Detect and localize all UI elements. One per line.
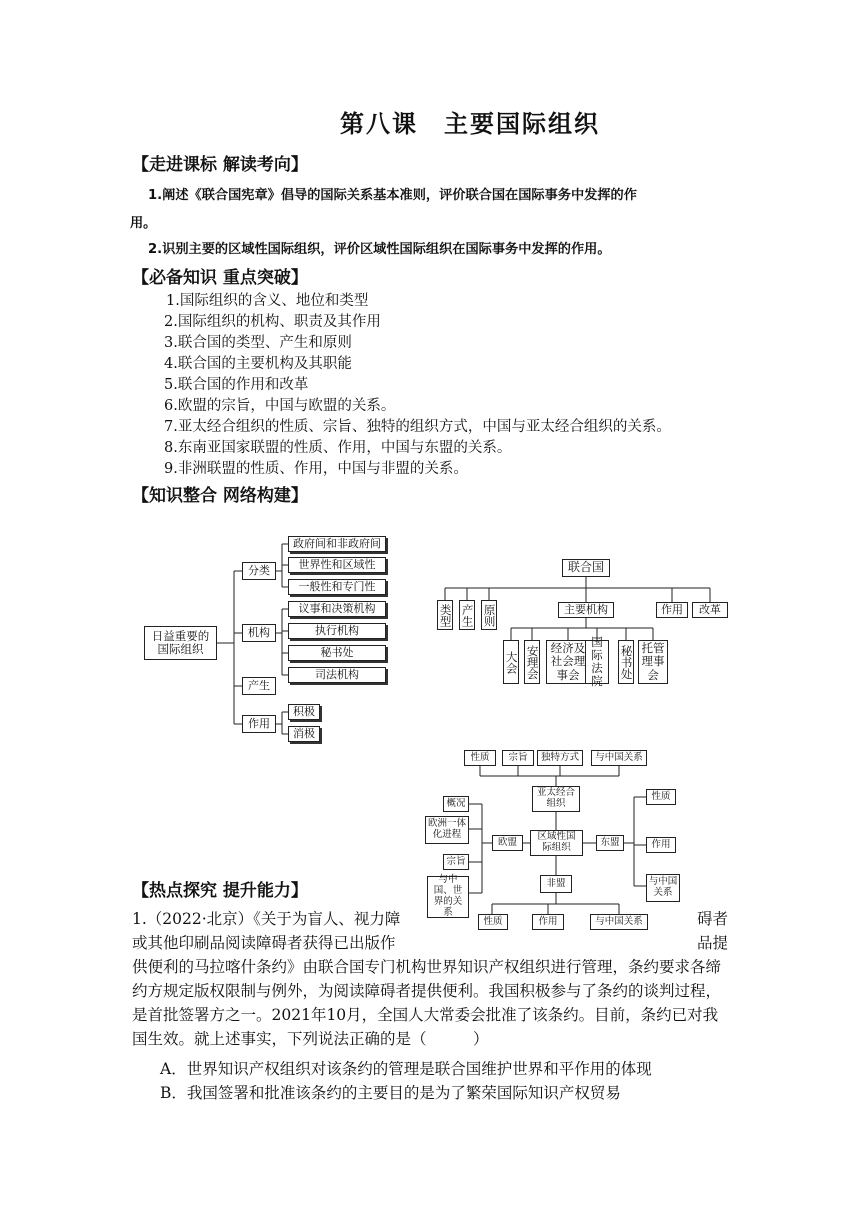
question-1-line2-left: 或其他印刷品阅读障碍者获得已出版作 bbox=[132, 934, 396, 952]
diagram1-effect-item: 消极 bbox=[288, 726, 320, 742]
section-heading-curriculum: 【走进课标 解读考向】 bbox=[132, 155, 308, 175]
list-item: 1.国际组织的含义、地位和类型 bbox=[166, 293, 369, 309]
diagram3-apec-item: 独特方式 bbox=[537, 750, 583, 766]
diagram3-apec-item: 宗旨 bbox=[502, 750, 534, 766]
diagram1-branch-organs: 机构 bbox=[242, 624, 276, 642]
list-item: 2.国际组织的机构、职责及其作用 bbox=[164, 314, 381, 330]
diagram3-au-item: 作用 bbox=[532, 914, 564, 930]
diagram2-main-organs: 主要机构 bbox=[558, 602, 614, 618]
diagram1-organ-item: 执行机构 bbox=[288, 623, 386, 639]
diagram2-organ-icj: 国际法院 bbox=[585, 640, 609, 684]
diagram3-asean: 东盟 bbox=[596, 835, 624, 851]
question-1-line2-right: 品提 bbox=[697, 934, 729, 952]
diagram3-eu-item: 与中国、世界的关系 bbox=[427, 876, 469, 918]
question-1-line: 是首批签署方之一。2021年10月，全国人大常委会批准了该条约。目前，条约已对我 bbox=[132, 1006, 719, 1024]
diagram3-au: 非盟 bbox=[540, 875, 572, 893]
question-1-line: 约方规定版权限制与例外，为阅读障碍者提供便利。我国积极参与了条约的谈判过程， bbox=[132, 982, 722, 1000]
diagram1-organ-item: 司法机构 bbox=[288, 667, 386, 683]
diagram1-branch-origin: 产生 bbox=[242, 677, 276, 695]
goal-1-line1: 1.阐述《联合国宪章》倡导的国际关系基本准则，评价联合国在国际事务中发挥的作 bbox=[148, 188, 637, 203]
list-item: 3.联合国的类型、产生和原则 bbox=[164, 335, 352, 351]
diagram1-classify-item: 政府间和非政府间 bbox=[288, 536, 386, 552]
goal-1-line2: 用。 bbox=[130, 216, 157, 231]
diagram2-reform: 改革 bbox=[692, 602, 728, 618]
question-1-line1-left: 1.（2022·北京）《关于为盲人、视力障 bbox=[132, 910, 401, 928]
diagram2-role: 作用 bbox=[656, 602, 688, 618]
question-1-body bbox=[132, 955, 742, 1051]
section-heading-knowledge: 【必备知识 重点突破】 bbox=[132, 268, 308, 288]
diagram1-organ-item: 议事和决策机构 bbox=[288, 601, 386, 617]
diagram3-eu: 欧盟 bbox=[492, 835, 523, 851]
list-item: 4.联合国的主要机构及其职能 bbox=[164, 356, 352, 372]
diagram3-eu-item: 欧洲一体化进程 bbox=[425, 816, 469, 844]
diagram1-classify-item: 世界性和区域性 bbox=[288, 557, 386, 573]
diagram2-organ-security-council: 安理会 bbox=[524, 640, 540, 684]
diagram2-origin: 产生 bbox=[459, 600, 475, 630]
question-1-line: 国生效。就上述事实，下列说法正确的是（ ） bbox=[132, 1030, 489, 1048]
diagram3-asean-item: 性质 bbox=[646, 789, 676, 805]
diagram3-apec: 亚太经合组织 bbox=[532, 786, 580, 812]
diagram3-apec-item: 性质 bbox=[464, 750, 496, 766]
diagram1-root: 日益重要的国际组织 bbox=[144, 626, 217, 660]
list-item: 5.联合国的作用和改革 bbox=[164, 377, 309, 393]
diagram3-asean-item: 与中国关系 bbox=[646, 874, 680, 902]
diagram3-eu-item: 概况 bbox=[443, 796, 469, 812]
diagram2-organ-secretariat: 秘书处 bbox=[618, 640, 634, 684]
question-1-line1-right: 碍者 bbox=[697, 910, 729, 928]
section-heading-hotspot: 【热点探究 提升能力】 bbox=[132, 881, 308, 901]
diagram2-organ-trusteeship: 托管理事会 bbox=[638, 640, 668, 684]
list-item: 8.东南亚国家联盟的性质、作用，中国与东盟的关系。 bbox=[164, 440, 512, 456]
list-item: 9.非洲联盟的性质、作用，中国与非盟的关系。 bbox=[164, 461, 468, 477]
diagram1-branch-classify: 分类 bbox=[242, 562, 276, 580]
list-item: 6.欧盟的宗旨，中国与欧盟的关系。 bbox=[164, 398, 396, 414]
diagram1-organ-item: 秘书处 bbox=[288, 645, 386, 661]
diagram2-organ-ecosoc: 经济及社会理事会 bbox=[546, 640, 590, 684]
diagram1-branch-effect: 作用 bbox=[242, 715, 276, 733]
diagram3-center: 区域性国际组织 bbox=[530, 830, 583, 856]
diagram3-eu-item: 宗旨 bbox=[443, 854, 469, 870]
diagram1-classify-item: 一般性和专门性 bbox=[288, 579, 386, 595]
diagram2-principle: 原则 bbox=[481, 600, 497, 630]
diagram3-apec-item: 与中国关系 bbox=[591, 750, 647, 766]
section-heading-network: 【知识整合 网络构建】 bbox=[132, 486, 308, 506]
goal-2: 2.识别主要的区域性国际组织，评价区域性国际组织在国际事务中发挥的作用。 bbox=[148, 242, 611, 257]
diagram3-au-item: 与中国关系 bbox=[590, 914, 648, 930]
diagram1-effect-item: 积极 bbox=[288, 704, 320, 720]
list-item: 7.亚太经合组织的性质、宗旨、独特的组织方式，中国与亚太经合组织的关系。 bbox=[164, 419, 671, 435]
diagram2-type: 类型 bbox=[437, 600, 453, 630]
option-a: A．世界知识产权组织对该条约的管理是联合国维护世界和平作用的体现 bbox=[160, 1060, 652, 1078]
option-b: B．我国签署和批准该条约的主要目的是为了繁荣国际知识产权贸易 bbox=[160, 1084, 621, 1102]
diagram3-au-item: 性质 bbox=[478, 914, 508, 930]
question-1-line: 供便利的马拉喀什条约》由联合国专门机构世界知识产权组织进行管理，条约要求各缔 bbox=[132, 958, 722, 976]
diagram2-root: 联合国 bbox=[562, 559, 610, 577]
diagram2-organ-general-assembly: 大会 bbox=[503, 640, 519, 684]
diagram3-asean-item: 作用 bbox=[646, 837, 676, 853]
page-title: 第八课 主要国际组织 bbox=[340, 110, 600, 138]
